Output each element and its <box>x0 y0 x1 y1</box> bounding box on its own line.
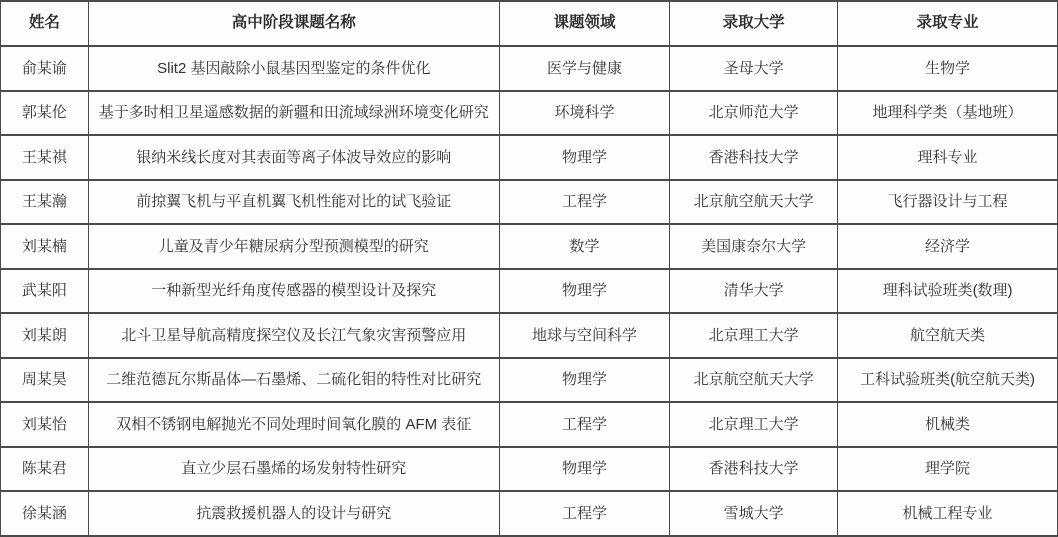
cell-field: 工程学 <box>499 180 669 225</box>
cell-name: 刘某朗 <box>1 313 89 358</box>
cell-project: 基于多时相卫星遥感数据的新疆和田流域绿洲环境变化研究 <box>88 91 499 136</box>
cell-name: 周某昊 <box>1 358 89 403</box>
cell-major: 理学院 <box>838 447 1058 492</box>
cell-university: 清华大学 <box>670 269 838 314</box>
table-row <box>1 402 1058 447</box>
table-row <box>1 491 1058 536</box>
cell-name: 徐某涵 <box>1 491 89 536</box>
cell-project: 一种新型光纤角度传感器的模型设计及探究 <box>88 269 499 314</box>
table-row <box>1 269 1058 314</box>
cell-university: 香港科技大学 <box>670 447 838 492</box>
cell-project: Slit2 基因敲除小鼠基因型鉴定的条件优化 <box>88 46 499 91</box>
cell-project: 二维范德瓦尔斯晶体—石墨烯、二硫化钼的特性对比研究 <box>88 358 499 403</box>
column-header-university: 录取大学 <box>670 1 838 46</box>
table-row <box>1 180 1058 225</box>
cell-university: 北京理工大学 <box>670 313 838 358</box>
cell-major: 生物学 <box>838 46 1058 91</box>
cell-project: 北斗卫星导航高精度探空仪及长江气象灾害预警应用 <box>88 313 499 358</box>
cell-field: 环境科学 <box>499 91 669 136</box>
cell-major: 机械工程专业 <box>838 491 1058 536</box>
cell-major: 理科试验班类(数理) <box>838 269 1058 314</box>
cell-field: 物理学 <box>499 135 669 180</box>
table-row <box>1 358 1058 403</box>
column-header-project: 高中阶段课题名称 <box>88 1 499 46</box>
cell-project: 直立少层石墨烯的场发射特性研究 <box>88 447 499 492</box>
table-row <box>1 91 1058 136</box>
cell-name: 郭某伦 <box>1 91 89 136</box>
cell-university: 圣母大学 <box>670 46 838 91</box>
cell-name: 王某祺 <box>1 135 89 180</box>
cell-project: 银纳米线长度对其表面等离子体波导效应的影响 <box>88 135 499 180</box>
table-header <box>1 1 1058 46</box>
table-row <box>1 46 1058 91</box>
cell-name: 武某阳 <box>1 269 89 314</box>
table-row <box>1 224 1058 269</box>
cell-university: 北京航空航天大学 <box>670 180 838 225</box>
cell-university: 北京师范大学 <box>670 91 838 136</box>
cell-major: 工科试验班类(航空航天类) <box>838 358 1058 403</box>
cell-name: 王某瀚 <box>1 180 89 225</box>
column-header-name: 姓名 <box>1 1 89 46</box>
cell-major: 地理科学类（基地班） <box>838 91 1058 136</box>
cell-major: 飞行器设计与工程 <box>838 180 1058 225</box>
cell-field: 数学 <box>499 224 669 269</box>
cell-university: 香港科技大学 <box>670 135 838 180</box>
cell-university: 美国康奈尔大学 <box>670 224 838 269</box>
cell-project: 抗震救援机器人的设计与研究 <box>88 491 499 536</box>
table-row <box>1 135 1058 180</box>
cell-field: 地球与空间科学 <box>499 313 669 358</box>
column-header-field: 课题领域 <box>499 1 669 46</box>
table-body <box>1 46 1058 536</box>
cell-name: 刘某怡 <box>1 402 89 447</box>
cell-field: 工程学 <box>499 402 669 447</box>
cell-major: 航空航天类 <box>838 313 1058 358</box>
cell-university: 北京理工大学 <box>670 402 838 447</box>
cell-major: 经济学 <box>838 224 1058 269</box>
cell-name: 陈某君 <box>1 447 89 492</box>
cell-name: 俞某谕 <box>1 46 89 91</box>
cell-field: 医学与健康 <box>499 46 669 91</box>
cell-field: 物理学 <box>499 447 669 492</box>
cell-name: 刘某楠 <box>1 224 89 269</box>
cell-major: 理科专业 <box>838 135 1058 180</box>
table-row <box>1 313 1058 358</box>
column-header-major: 录取专业 <box>838 1 1058 46</box>
cell-project: 前掠翼飞机与平直机翼飞机性能对比的试飞验证 <box>88 180 499 225</box>
table-row <box>1 447 1058 492</box>
cell-major: 机械类 <box>838 402 1058 447</box>
cell-university: 雪城大学 <box>670 491 838 536</box>
cell-field: 物理学 <box>499 358 669 403</box>
cell-field: 工程学 <box>499 491 669 536</box>
cell-project: 双相不锈钢电解抛光不同处理时间氧化膜的 AFM 表征 <box>88 402 499 447</box>
cell-university: 北京航空航天大学 <box>670 358 838 403</box>
cell-field: 物理学 <box>499 269 669 314</box>
header-row <box>1 1 1058 46</box>
cell-project: 儿童及青少年糖尿病分型预测模型的研究 <box>88 224 499 269</box>
